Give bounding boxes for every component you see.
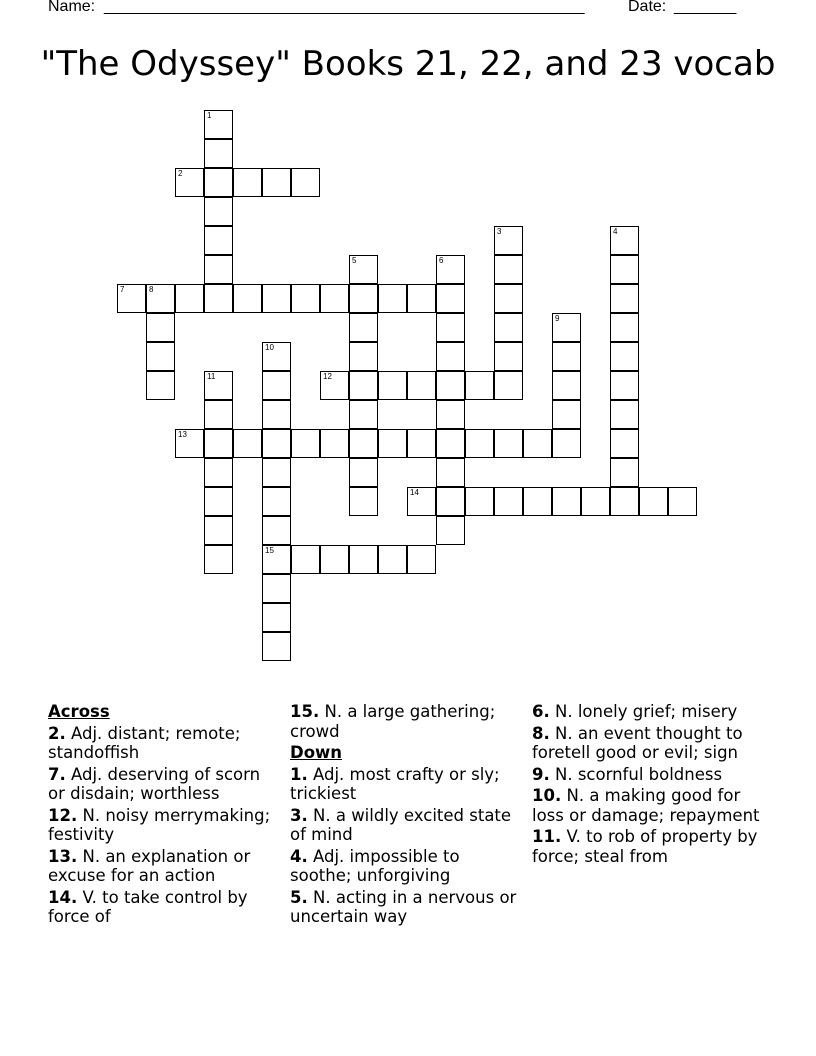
grid-cell[interactable] <box>175 284 204 313</box>
grid-cell[interactable] <box>204 371 233 400</box>
grid-cell[interactable] <box>610 313 639 342</box>
clue-text: V. to take control by force of <box>48 887 248 926</box>
down-heading: Down <box>290 743 343 762</box>
grid-cell[interactable] <box>465 371 494 400</box>
grid-cell[interactable] <box>349 342 378 371</box>
grid-cell[interactable] <box>204 168 233 197</box>
grid-cell[interactable] <box>349 400 378 429</box>
clue-across-7 <box>48 765 278 804</box>
grid-cell[interactable] <box>233 429 262 458</box>
clue-across-15 <box>290 702 522 741</box>
name-field[interactable]: ______________________________________________________ <box>104 0 585 15</box>
grid-cell[interactable] <box>378 429 407 458</box>
grid-cell[interactable] <box>581 487 610 516</box>
grid-cell[interactable] <box>146 371 175 400</box>
clue-text: N. scornful boldness <box>555 764 723 784</box>
clue-text: V. to rob of property by force; steal from <box>532 827 758 866</box>
grid-cell[interactable] <box>262 458 291 487</box>
grid-cell[interactable] <box>610 226 639 255</box>
cell-number: 7 <box>120 285 125 294</box>
clue-text: N. a large gathering; crowd <box>290 702 496 741</box>
cell-number: 4 <box>613 227 618 236</box>
grid-cell[interactable] <box>291 284 320 313</box>
grid-cell[interactable] <box>146 313 175 342</box>
across-heading: Across <box>48 702 110 721</box>
grid-cell[interactable] <box>291 168 320 197</box>
grid-cell[interactable] <box>436 255 465 284</box>
clue-number: 13. <box>48 846 78 866</box>
grid-cell[interactable] <box>494 284 523 313</box>
cell-number: 6 <box>439 256 444 265</box>
clue-text: Adj. impossible to soothe; unforgiving <box>290 846 460 885</box>
grid-cell[interactable] <box>349 545 378 574</box>
grid-cell[interactable] <box>523 429 552 458</box>
clue-down-5 <box>290 888 522 927</box>
grid-cell[interactable] <box>407 284 436 313</box>
grid-cell[interactable] <box>378 545 407 574</box>
clue-down-10 <box>532 786 768 825</box>
grid-cell[interactable] <box>552 342 581 371</box>
grid-cell[interactable] <box>494 313 523 342</box>
clue-number: 5. <box>290 887 308 907</box>
grid-cell[interactable] <box>291 429 320 458</box>
cell-number: 1 <box>207 111 212 120</box>
cell-number: 13 <box>178 430 187 439</box>
clue-down-8 <box>532 724 768 763</box>
clue-number: 9. <box>532 764 550 784</box>
cell-number: 12 <box>323 372 332 381</box>
grid-cell[interactable] <box>494 371 523 400</box>
grid-cell[interactable] <box>262 429 291 458</box>
grid-cell[interactable] <box>262 603 291 632</box>
grid-cell[interactable] <box>349 255 378 284</box>
grid-cell[interactable] <box>378 284 407 313</box>
grid-cell[interactable] <box>204 400 233 429</box>
grid-cell[interactable] <box>175 429 204 458</box>
grid-cell[interactable] <box>262 574 291 603</box>
grid-cell[interactable] <box>407 487 436 516</box>
clue-across-12 <box>48 806 278 845</box>
grid-cell[interactable] <box>204 516 233 545</box>
clue-text: N. an event thought to foretell good or evil; sign <box>532 723 743 762</box>
cell-number: 8 <box>149 285 154 294</box>
grid-cell[interactable] <box>523 487 552 516</box>
grid-cell[interactable] <box>349 429 378 458</box>
grid-cell[interactable] <box>465 487 494 516</box>
grid-cell[interactable] <box>204 197 233 226</box>
cell-number: 5 <box>352 256 357 265</box>
cell-number: 2 <box>178 169 183 178</box>
date-field[interactable]: _______ <box>674 0 737 15</box>
grid-cell[interactable] <box>494 342 523 371</box>
cell-number: 10 <box>265 343 274 352</box>
grid-cell[interactable] <box>552 313 581 342</box>
clue-number: 7. <box>48 764 66 784</box>
clues-column-2 <box>290 700 522 927</box>
grid-cell[interactable] <box>552 429 581 458</box>
clue-number: 12. <box>48 805 78 825</box>
grid-cell[interactable] <box>349 284 378 313</box>
grid-cell[interactable] <box>639 487 668 516</box>
grid-cell[interactable] <box>320 429 349 458</box>
grid-cell[interactable] <box>610 400 639 429</box>
grid-cell[interactable] <box>465 429 494 458</box>
clue-number: 15. <box>290 702 320 721</box>
grid-cell[interactable] <box>494 487 523 516</box>
grid-cell[interactable] <box>494 429 523 458</box>
name-label: Name: <box>48 0 96 15</box>
clue-number: 6. <box>532 702 550 721</box>
clue-text: N. a wildly excited state of mind <box>290 805 512 844</box>
cell-number: 14 <box>410 488 419 497</box>
grid-cell[interactable] <box>320 545 349 574</box>
grid-cell[interactable] <box>610 342 639 371</box>
grid-cell[interactable] <box>494 226 523 255</box>
grid-cell[interactable] <box>436 429 465 458</box>
grid-cell[interactable] <box>407 371 436 400</box>
grid-cell[interactable] <box>349 371 378 400</box>
grid-cell[interactable] <box>407 545 436 574</box>
clue-number: 3. <box>290 805 308 825</box>
clue-number: 8. <box>532 723 550 743</box>
grid-cell[interactable] <box>436 487 465 516</box>
grid-cell[interactable] <box>204 487 233 516</box>
clue-down-11 <box>532 827 768 866</box>
clue-number: 10. <box>532 786 562 805</box>
grid-cell[interactable] <box>117 284 146 313</box>
grid-cell[interactable] <box>146 342 175 371</box>
grid-cell[interactable] <box>262 516 291 545</box>
grid-cell[interactable] <box>610 487 639 516</box>
grid-cell[interactable] <box>378 371 407 400</box>
clue-number: 1. <box>290 764 308 784</box>
grid-cell[interactable] <box>610 255 639 284</box>
grid-cell[interactable] <box>204 226 233 255</box>
clue-text: N. lonely grief; misery <box>555 702 738 721</box>
clue-across-14 <box>48 888 278 927</box>
grid-cell[interactable] <box>320 371 349 400</box>
clues-column-1 <box>48 700 278 927</box>
page-title: "The Odyssey" Books 21, 22, and 23 vocab <box>40 44 776 84</box>
grid-cell[interactable] <box>349 458 378 487</box>
grid-cell[interactable] <box>262 400 291 429</box>
grid-cell[interactable] <box>262 487 291 516</box>
clues-column-3 <box>532 700 768 866</box>
grid-cell[interactable] <box>610 429 639 458</box>
grid-cell[interactable] <box>552 371 581 400</box>
clue-text: N. acting in a nervous or uncertain way <box>290 887 517 926</box>
grid-cell[interactable] <box>262 632 291 661</box>
grid-cell[interactable] <box>436 313 465 342</box>
clue-text: N. an explanation or excuse for an action <box>48 846 251 885</box>
clue-down-6 <box>532 702 768 722</box>
grid-cell[interactable] <box>494 255 523 284</box>
grid-cell[interactable] <box>175 168 204 197</box>
grid-cell[interactable] <box>204 139 233 168</box>
clue-down-1 <box>290 765 522 804</box>
grid-cell[interactable] <box>233 284 262 313</box>
clue-text: Adj. distant; remote; standoffish <box>48 723 241 762</box>
clue-number: 4. <box>290 846 308 866</box>
clue-down-9 <box>532 765 768 785</box>
date-label: Date: <box>628 0 667 15</box>
clue-number: 11. <box>532 827 562 846</box>
clue-down-3 <box>290 806 522 845</box>
clue-across-2 <box>48 724 278 763</box>
grid-cell[interactable] <box>349 313 378 342</box>
grid-cell[interactable] <box>436 516 465 545</box>
grid-cell[interactable] <box>552 487 581 516</box>
cell-number: 9 <box>555 314 560 323</box>
clue-text: Adj. most crafty or sly; trickiest <box>290 764 500 803</box>
clue-down-4 <box>290 847 522 886</box>
grid-cell[interactable] <box>407 429 436 458</box>
grid-cell[interactable] <box>552 400 581 429</box>
grid-cell[interactable] <box>610 371 639 400</box>
grid-cell[interactable] <box>204 255 233 284</box>
grid-cell[interactable] <box>262 168 291 197</box>
grid-cell[interactable] <box>610 458 639 487</box>
grid-cell[interactable] <box>320 284 349 313</box>
grid-cell[interactable] <box>436 400 465 429</box>
grid-cell[interactable] <box>436 458 465 487</box>
grid-cell[interactable] <box>436 371 465 400</box>
grid-cell[interactable] <box>204 110 233 139</box>
grid-cell[interactable] <box>204 429 233 458</box>
grid-cell[interactable] <box>610 284 639 313</box>
grid-cell[interactable] <box>262 545 291 574</box>
grid-cell[interactable] <box>262 284 291 313</box>
grid-cell[interactable] <box>146 284 175 313</box>
grid-cell[interactable] <box>262 342 291 371</box>
grid-cell[interactable] <box>204 284 233 313</box>
cell-number: 3 <box>497 227 502 236</box>
grid-cell[interactable] <box>204 458 233 487</box>
clue-text: Adj. deserving of scorn or disdain; worthless <box>48 764 261 803</box>
grid-cell[interactable] <box>204 545 233 574</box>
grid-cell[interactable] <box>349 487 378 516</box>
grid-cell[interactable] <box>262 371 291 400</box>
clue-number: 14. <box>48 887 78 907</box>
grid-cell[interactable] <box>291 545 320 574</box>
clue-across-13 <box>48 847 278 886</box>
grid-cell[interactable] <box>233 168 262 197</box>
clue-number: 2. <box>48 723 66 743</box>
grid-cell[interactable] <box>436 284 465 313</box>
grid-cell[interactable] <box>436 342 465 371</box>
cell-number: 11 <box>207 372 216 381</box>
clue-text: N. a making good for loss or damage; repayment <box>532 786 760 825</box>
grid-cell[interactable] <box>668 487 697 516</box>
clue-text: N. noisy merrymaking; festivity <box>48 805 271 844</box>
cell-number: 15 <box>265 546 274 555</box>
